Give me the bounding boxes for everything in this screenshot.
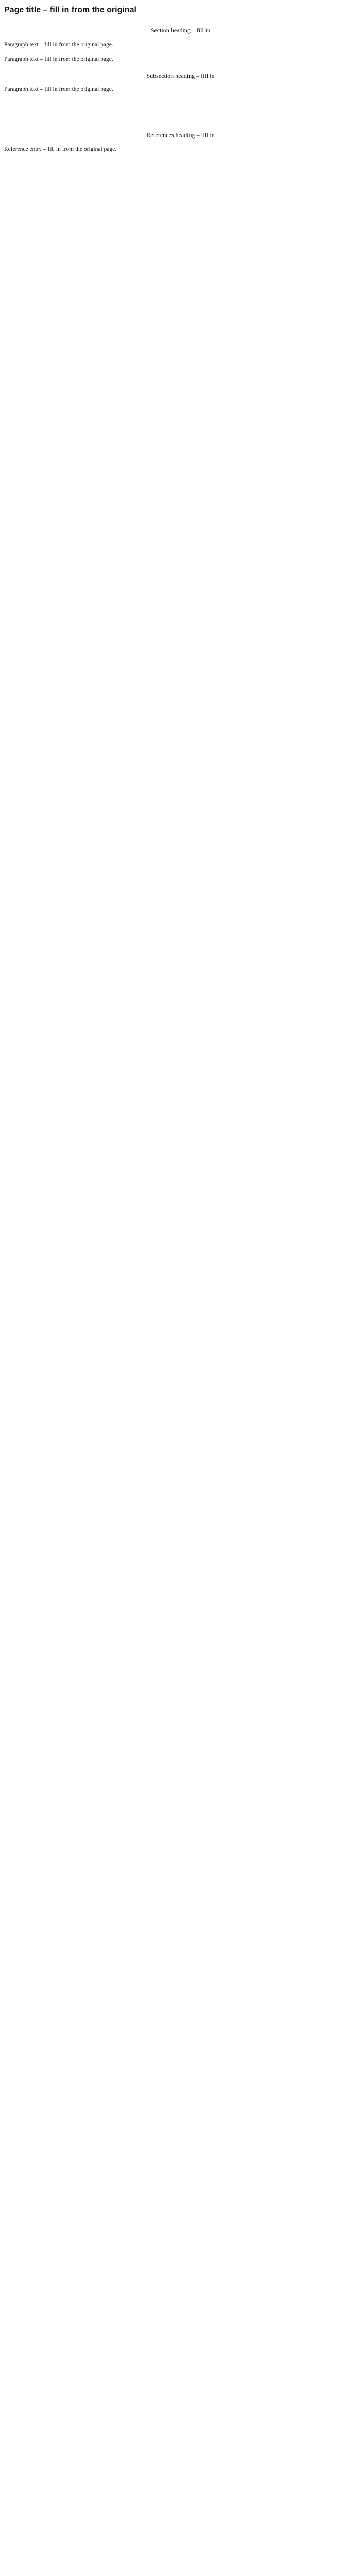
paragraph: Paragraph text – fill in from the original page.	[4, 86, 113, 92]
section-heading: Section heading – fill in	[150, 27, 211, 34]
reference-item: Reference entry – fill in from the original page.	[4, 146, 117, 153]
references-list	[4, 145, 357, 155]
section-spacer	[4, 103, 357, 117]
references-section	[4, 131, 357, 154]
subsection-heading: Subsection heading – fill in	[146, 72, 215, 80]
document-section	[4, 26, 357, 94]
document-body	[4, 26, 357, 94]
references-heading: References heading – fill in	[146, 131, 215, 139]
document-page	[0, 0, 361, 179]
document-title: Page title – fill in from the original	[4, 6, 136, 14]
paragraph: Paragraph text – fill in from the original page.	[4, 56, 113, 63]
paragraph: Paragraph text – fill in from the original page.	[4, 41, 113, 48]
